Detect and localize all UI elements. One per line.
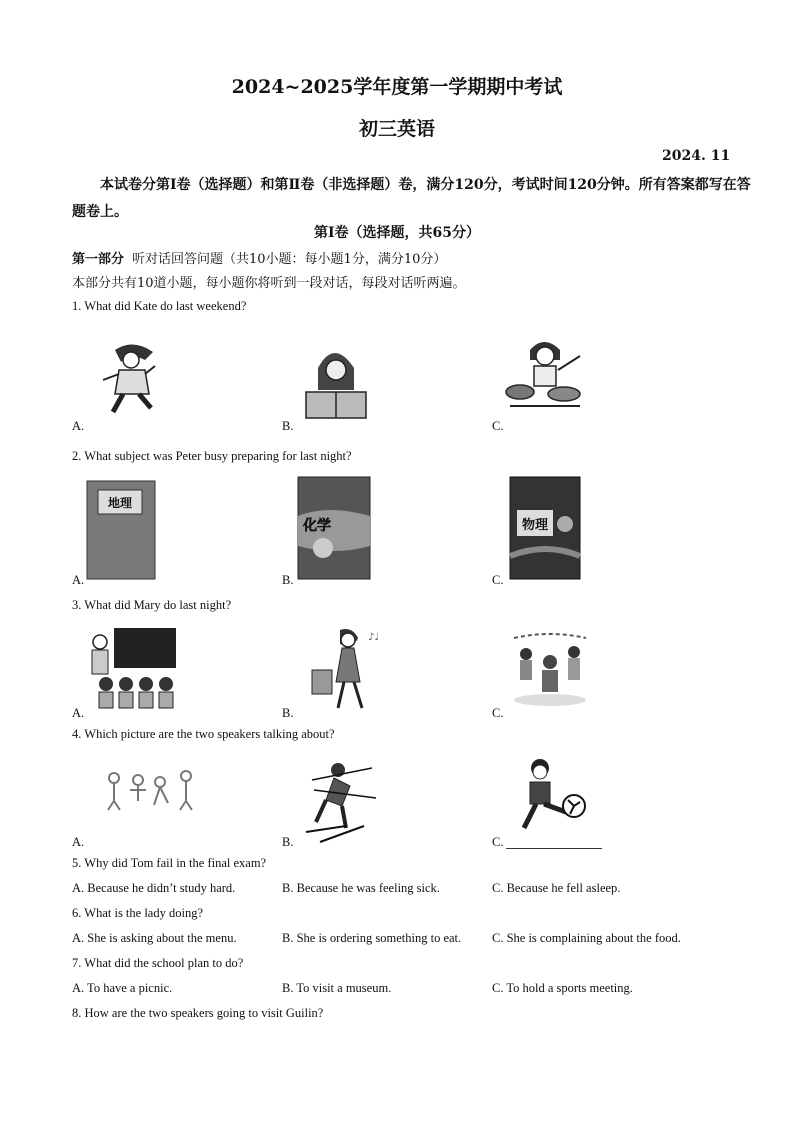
- q3-option-c: C.: [492, 706, 504, 720]
- part-description: 听对话回答问题（共10小题：每小题1分，满分10分）: [132, 252, 447, 267]
- q7-option-a: A. To have a picnic.: [72, 981, 173, 995]
- q1-option-a: A.: [72, 419, 85, 433]
- exam-title: 2024~2025学年度第一学期期中考试: [231, 76, 563, 98]
- exam-date: 2024. 11: [662, 148, 731, 164]
- chemistry-book-title: 化学: [303, 518, 331, 534]
- answer-underline: [506, 848, 602, 849]
- girl-running-illustration: [95, 338, 160, 423]
- boy-playing-football-illustration: [510, 756, 590, 838]
- q2-option-b: B.: [282, 573, 294, 587]
- q1-option-b: B.: [282, 419, 294, 433]
- exam-intro: 本试卷分第Ⅰ卷（选择题）和第Ⅱ卷（非选择题）卷，满分120分，考试时间120分钟。所有答案都写在答题卷上。: [72, 177, 751, 220]
- q4-option-a: A.: [72, 835, 85, 849]
- question-7: 7. What did the school plan to do?: [72, 956, 244, 970]
- q3-option-a: A.: [72, 706, 85, 720]
- physics-book-title: 物理: [521, 518, 549, 533]
- section-title: 第Ⅰ卷（选择题，共65分）: [313, 225, 481, 241]
- q6-option-c: C. She is complaining about the food.: [492, 931, 681, 945]
- q2-option-c: C.: [492, 573, 504, 587]
- question-4: 4. Which picture are the two speakers talking about?: [72, 727, 335, 741]
- girl-cooking-illustration: [504, 332, 586, 412]
- question-6: 6. What is the lady doing?: [72, 906, 203, 920]
- q6-option-b: B. She is ordering something to eat.: [282, 931, 462, 945]
- physics-book-illustration: [509, 476, 581, 580]
- chemistry-book-illustration: [297, 476, 371, 580]
- part-label: 第一部分: [72, 252, 125, 267]
- question-2: 2. What subject was Peter busy preparing for last night?: [72, 449, 352, 463]
- q2-option-a: A.: [72, 573, 85, 587]
- part-heading: [72, 248, 446, 267]
- q4-option-c: C.: [492, 835, 504, 849]
- girl-reading-illustration: [300, 340, 372, 420]
- q4-option-b: B.: [282, 835, 294, 849]
- question-3: 3. What did Mary do last night?: [72, 598, 232, 612]
- geography-book-illustration: [86, 480, 156, 580]
- figures-sketch-illustration: [100, 770, 200, 816]
- exam-subtitle: 初三英语: [358, 118, 435, 140]
- question-8: 8. How are the two speakers going to visit Guilin?: [72, 1006, 324, 1020]
- q7-option-b: B. To visit a museum.: [282, 981, 392, 995]
- geography-book-title: 地理: [107, 496, 133, 510]
- part-note: 本部分共有10道小题，每小题你将听到一段对话，每段对话听两遍。: [72, 276, 466, 291]
- q6-option-a: A. She is asking about the menu.: [72, 931, 237, 945]
- svg-text:♪♩: ♪♩: [368, 632, 380, 643]
- skiing-illustration: [304, 760, 378, 844]
- woman-shopping-illustration: [310, 626, 390, 712]
- q1-option-c: C.: [492, 419, 504, 433]
- q3-option-b: B.: [282, 706, 294, 720]
- q5-option-b: B. Because he was feeling sick.: [282, 881, 440, 895]
- q7-option-c: C. To hold a sports meeting.: [492, 981, 633, 995]
- q5-option-a: A. Because he didn’t study hard.: [72, 881, 236, 895]
- question-5: 5. Why did Tom fail in the final exam?: [72, 856, 267, 870]
- teaching-class-illustration: [86, 626, 178, 712]
- party-dancing-illustration: [510, 628, 590, 708]
- q5-option-c: C. Because he fell asleep.: [492, 881, 621, 895]
- question-1: 1. What did Kate do last weekend?: [72, 299, 247, 313]
